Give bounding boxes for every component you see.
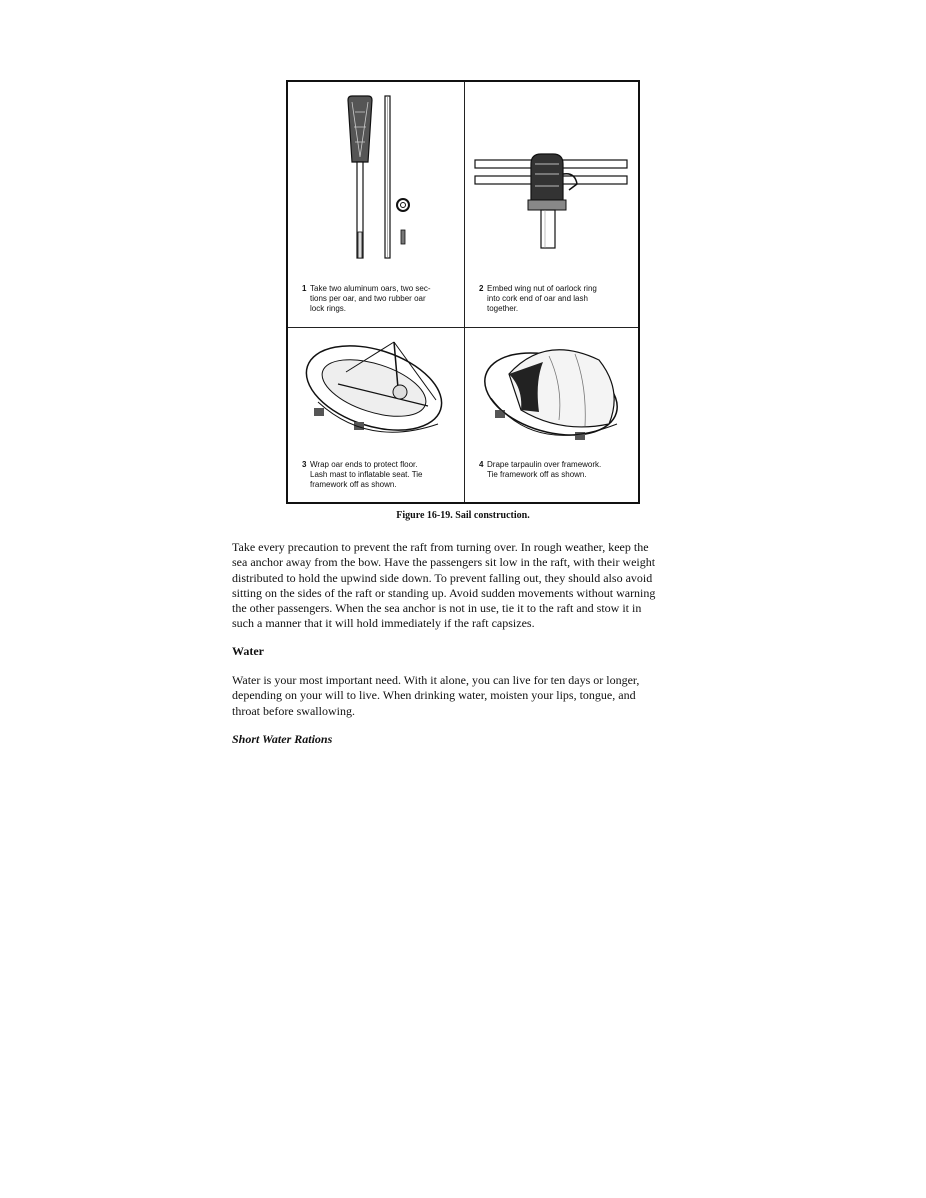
- panel-4: 4 Drape tarpaulin over framework. Tie framework off as shown.: [465, 328, 640, 504]
- caption-line: Embed wing nut of oarlock ring: [487, 284, 597, 293]
- panel-2: 2 Embed wing nut of oarlock ring into cork end of oar and lash together.: [465, 82, 640, 327]
- caption-line: Wrap oar ends to protect floor.: [310, 460, 418, 469]
- caption-line: Tie framework off as shown.: [487, 470, 587, 479]
- text-line: Take every precaution to prevent the raft from turning over. In rough weather, keep the: [232, 540, 649, 554]
- caption-line: Take two aluminum oars, two sec-: [310, 284, 431, 293]
- text-line: depending on your will to live. When drinking water, moisten your lips, tongue, and: [232, 688, 636, 703]
- panel-1: 1 Take two aluminum oars, two sec- tions per oar, and two rubber oar lock rings.: [288, 82, 464, 327]
- caption-line: Drape tarpaulin over framework.: [487, 460, 602, 469]
- text-line: sea anchor away from the bow. Have the passengers sit low in the raft, with their weight: [232, 555, 656, 570]
- caption-line: framework off as shown.: [310, 480, 397, 489]
- caption-line: Lash mast to inflatable seat. Tie: [310, 470, 423, 479]
- text-line: sitting on the sides of the raft or standing up. Avoid sudden movements without warning: [232, 585, 656, 600]
- text-line: throat before swallowing.: [232, 703, 355, 718]
- text-line: the other passengers. When the sea anchor is not in use, tie it to the raft and stow it in: [232, 601, 642, 616]
- paragraph-water: [232, 673, 700, 719]
- panel-3: 3 Wrap oar ends to protect floor. Lash mast to inflatable seat. Tie framework off as shown.: [288, 328, 464, 504]
- heading-water: Water: [232, 644, 264, 658]
- text-line: Water is your most important need. With it alone, you can live for ten days or longer,: [232, 673, 640, 687]
- sail-construction-figure: [286, 80, 640, 504]
- subheading-short-water-rations: Short Water Rations: [232, 732, 333, 746]
- text-line: such a manner that it will hold immediately if the raft capsizes.: [232, 616, 535, 631]
- caption-line: into cork end of oar and lash: [487, 294, 588, 303]
- caption-line: together.: [487, 304, 519, 313]
- caption-line: lock rings.: [310, 304, 347, 313]
- figure-caption: Figure 16-19. Sail construction.: [396, 510, 530, 521]
- paragraph-raft-safety: [232, 540, 700, 632]
- text-line: distributed to hold the upwind side down. To prevent falling out, they should also avoid: [232, 570, 653, 585]
- caption-line: tions per oar, and two rubber oar: [310, 294, 426, 303]
